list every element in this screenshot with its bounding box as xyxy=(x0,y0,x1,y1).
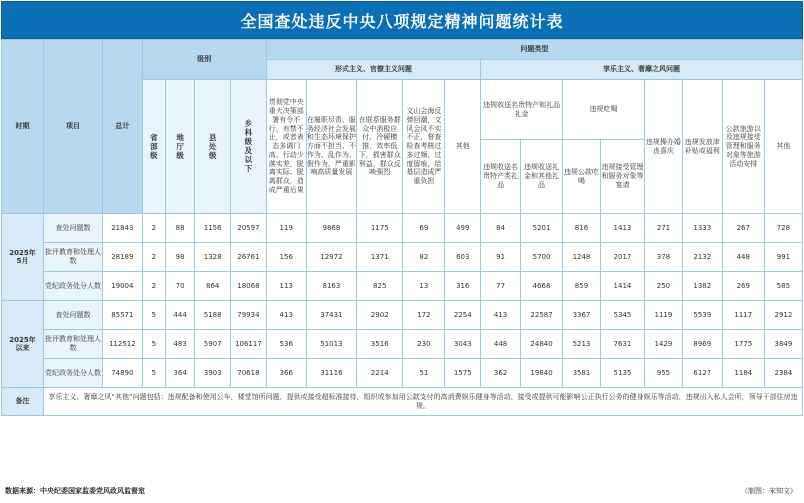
cell: 5539 xyxy=(682,301,722,330)
cell: 1575 xyxy=(445,359,481,388)
table-row xyxy=(2,359,803,388)
formalism-col-3: 在联系服务群众中消极应付、冷硬横推、效率低下，损害群众利益，群众反映强烈 xyxy=(357,80,403,214)
note-row xyxy=(2,388,803,416)
cell: 413 xyxy=(481,301,521,330)
problem-type-header: 问题类型 xyxy=(266,40,802,60)
cell: 2384 xyxy=(764,359,802,388)
cell: 1184 xyxy=(722,359,764,388)
note-label: 备注 xyxy=(2,388,44,416)
cell: 28189 xyxy=(102,243,142,272)
row-label: 党纪政务处分人数 xyxy=(44,272,103,301)
cell: 269 xyxy=(722,272,764,301)
cell: 864 xyxy=(195,272,231,301)
cell: 51013 xyxy=(306,330,356,359)
chart-maker: （制图：宋知文） xyxy=(741,487,797,495)
row-label: 党纪政务处分人数 xyxy=(44,359,103,388)
cell: 19004 xyxy=(102,272,142,301)
cell: 2214 xyxy=(357,359,403,388)
cell: 1382 xyxy=(682,272,722,301)
cell: 8163 xyxy=(306,272,356,301)
table-row xyxy=(2,272,803,301)
cell: 20597 xyxy=(231,214,267,243)
cell: 1333 xyxy=(682,214,722,243)
cell: 362 xyxy=(481,359,521,388)
cell: 499 xyxy=(445,214,481,243)
cell: 74890 xyxy=(102,359,142,388)
cell: 3043 xyxy=(445,330,481,359)
cell: 9868 xyxy=(306,214,356,243)
cell: 85571 xyxy=(102,301,142,330)
cell: 24840 xyxy=(521,330,563,359)
cell: 250 xyxy=(645,272,683,301)
cell: 5 xyxy=(142,359,165,388)
footer xyxy=(1,482,803,500)
cell: 156 xyxy=(266,243,306,272)
cell: 31116 xyxy=(306,359,356,388)
cell: 26761 xyxy=(231,243,267,272)
cell: 82 xyxy=(403,243,445,272)
cell: 13 xyxy=(403,272,445,301)
cell: 444 xyxy=(165,301,194,330)
cell: 3849 xyxy=(764,330,802,359)
cell: 2254 xyxy=(445,301,481,330)
formalism-header: 形式主义、官僚主义问题 xyxy=(266,60,480,80)
cell: 1117 xyxy=(722,301,764,330)
cell: 2912 xyxy=(764,301,802,330)
level-provincial: 省部级 xyxy=(142,80,165,214)
period-cell: 2025年5月 xyxy=(2,214,44,301)
cell: 98 xyxy=(165,243,194,272)
cell: 22587 xyxy=(521,301,563,330)
cell: 3516 xyxy=(357,330,403,359)
cell: 585 xyxy=(764,272,802,301)
formalism-col-1: 贯彻党中央重大决策部署有令不行、有禁不止，或者表态多调门高、行动少落实差，脱离实际、脱离群众，造成严重后果 xyxy=(266,80,306,214)
cell: 3367 xyxy=(563,301,601,330)
cell: 378 xyxy=(645,243,683,272)
cell: 1119 xyxy=(645,301,683,330)
statistics-table xyxy=(1,39,803,416)
hedonism-col-weddings: 违规操办婚丧喜庆 xyxy=(645,80,683,214)
cell: 1429 xyxy=(645,330,683,359)
cell: 5 xyxy=(142,330,165,359)
cell: 88 xyxy=(165,214,194,243)
note-text: 享乐主义、奢靡之风“其他”问题包括：违规配备和使用公车，楼堂馆所问题，提供或接受超标准接待，组织或参加用公款支付的高消费娱乐健身等活动，接受或提供可能影响公正执行公务的健身娱乐等活动，违规出入私人会所，领导干部住房违规。 xyxy=(44,388,803,416)
cell: 1413 xyxy=(600,214,644,243)
hedonism-group-gifts: 违规收送名贵特产和礼品礼金 xyxy=(481,80,563,140)
formalism-col-other: 其他 xyxy=(445,80,481,214)
cell: 536 xyxy=(266,330,306,359)
cell: 119 xyxy=(266,214,306,243)
level-header: 级别 xyxy=(142,40,266,80)
hedonism-col-allowances: 违规发放津补贴或福利 xyxy=(682,80,722,214)
header-row-1 xyxy=(2,40,803,60)
cell: 1414 xyxy=(600,272,644,301)
cell: 5201 xyxy=(521,214,563,243)
cell: 5135 xyxy=(600,359,644,388)
cell: 366 xyxy=(266,359,306,388)
item-header: 项目 xyxy=(44,40,103,214)
cell: 12972 xyxy=(306,243,356,272)
cell: 1371 xyxy=(357,243,403,272)
cell: 77 xyxy=(481,272,521,301)
hedonism-header: 享乐主义、奢靡之风问题 xyxy=(481,60,803,80)
cell: 8969 xyxy=(682,330,722,359)
cell: 2 xyxy=(142,214,165,243)
cell: 1175 xyxy=(357,214,403,243)
cell: 91 xyxy=(481,243,521,272)
cell: 5345 xyxy=(600,301,644,330)
cell: 955 xyxy=(645,359,683,388)
hedonism-group-eating: 违规吃喝 xyxy=(563,80,645,140)
data-source: 数据来源：中央纪委国家监委党风政风监督室 xyxy=(5,487,145,495)
hedonism-col-tourism: 公款旅游以及违规接受管理和服务对象等旅游活动安排 xyxy=(722,80,764,214)
hedonism-col-cash-gifts: 违规收送礼金和其他礼品 xyxy=(521,140,563,214)
row-label: 批评教育和处理人数 xyxy=(44,330,103,359)
cell: 991 xyxy=(764,243,802,272)
cell: 84 xyxy=(481,214,521,243)
table-row xyxy=(2,214,803,243)
cell: 271 xyxy=(645,214,683,243)
cell: 21843 xyxy=(102,214,142,243)
level-township: 乡科级及以下 xyxy=(231,80,267,214)
cell: 79934 xyxy=(231,301,267,330)
page-title: 全国查处违反中央八项规定精神问题统计表 xyxy=(1,1,803,39)
cell: 3903 xyxy=(195,359,231,388)
cell: 5907 xyxy=(195,330,231,359)
cell: 19840 xyxy=(521,359,563,388)
cell: 7631 xyxy=(600,330,644,359)
cell: 1775 xyxy=(722,330,764,359)
level-county: 县处级 xyxy=(195,80,231,214)
cell: 6127 xyxy=(682,359,722,388)
cell: 1328 xyxy=(195,243,231,272)
cell: 70 xyxy=(165,272,194,301)
cell: 5 xyxy=(142,301,165,330)
cell: 5213 xyxy=(563,330,601,359)
stats-page xyxy=(1,1,803,501)
cell: 2132 xyxy=(682,243,722,272)
cell: 364 xyxy=(165,359,194,388)
table-row xyxy=(2,243,803,272)
cell: 69 xyxy=(403,214,445,243)
hedonism-col-public-dining: 违规公款吃喝 xyxy=(563,140,601,214)
cell: 448 xyxy=(481,330,521,359)
row-label: 批评教育和处理人数 xyxy=(44,243,103,272)
row-label: 查处问题数 xyxy=(44,301,103,330)
formalism-col-4: 文山会海反弹回潮，文风会风不实不正，督查检查考核过多过频、过度留痕，给基层造成严重负担 xyxy=(403,80,445,214)
cell: 816 xyxy=(563,214,601,243)
cell: 413 xyxy=(266,301,306,330)
cell: 1156 xyxy=(195,214,231,243)
cell: 113 xyxy=(266,272,306,301)
cell: 825 xyxy=(357,272,403,301)
cell: 2 xyxy=(142,272,165,301)
total-header: 总计 xyxy=(102,40,142,214)
cell: 483 xyxy=(165,330,194,359)
cell: 1248 xyxy=(563,243,601,272)
level-prefectural: 地厅级 xyxy=(165,80,194,214)
cell: 5700 xyxy=(521,243,563,272)
cell: 267 xyxy=(722,214,764,243)
cell: 18068 xyxy=(231,272,267,301)
cell: 448 xyxy=(722,243,764,272)
cell: 728 xyxy=(764,214,802,243)
cell: 70618 xyxy=(231,359,267,388)
period-header: 时期 xyxy=(2,40,44,214)
table-row xyxy=(2,301,803,330)
cell: 3581 xyxy=(563,359,601,388)
cell: 4668 xyxy=(521,272,563,301)
cell: 172 xyxy=(403,301,445,330)
cell: 51 xyxy=(403,359,445,388)
cell: 603 xyxy=(445,243,481,272)
cell: 2017 xyxy=(600,243,644,272)
hedonism-col-other: 其他 xyxy=(764,80,802,214)
formalism-col-2: 在履职尽责、服务经济社会发展和生态环境保护方面不担当、不作为、乱作为、假作为，严重影响高质量发展 xyxy=(306,80,356,214)
cell: 37431 xyxy=(306,301,356,330)
cell: 2902 xyxy=(357,301,403,330)
period-cell: 2025年以来 xyxy=(2,301,44,388)
table-row xyxy=(2,330,803,359)
cell: 106117 xyxy=(231,330,267,359)
cell: 859 xyxy=(563,272,601,301)
cell: 230 xyxy=(403,330,445,359)
cell: 112512 xyxy=(102,330,142,359)
cell: 5188 xyxy=(195,301,231,330)
cell: 2 xyxy=(142,243,165,272)
cell: 316 xyxy=(445,272,481,301)
row-label: 查处问题数 xyxy=(44,214,103,243)
hedonism-col-banquets: 违规接受管理和服务对象等宴请 xyxy=(600,140,644,214)
hedonism-col-specialty-gifts: 违规收送名贵特产类礼品 xyxy=(481,140,521,214)
